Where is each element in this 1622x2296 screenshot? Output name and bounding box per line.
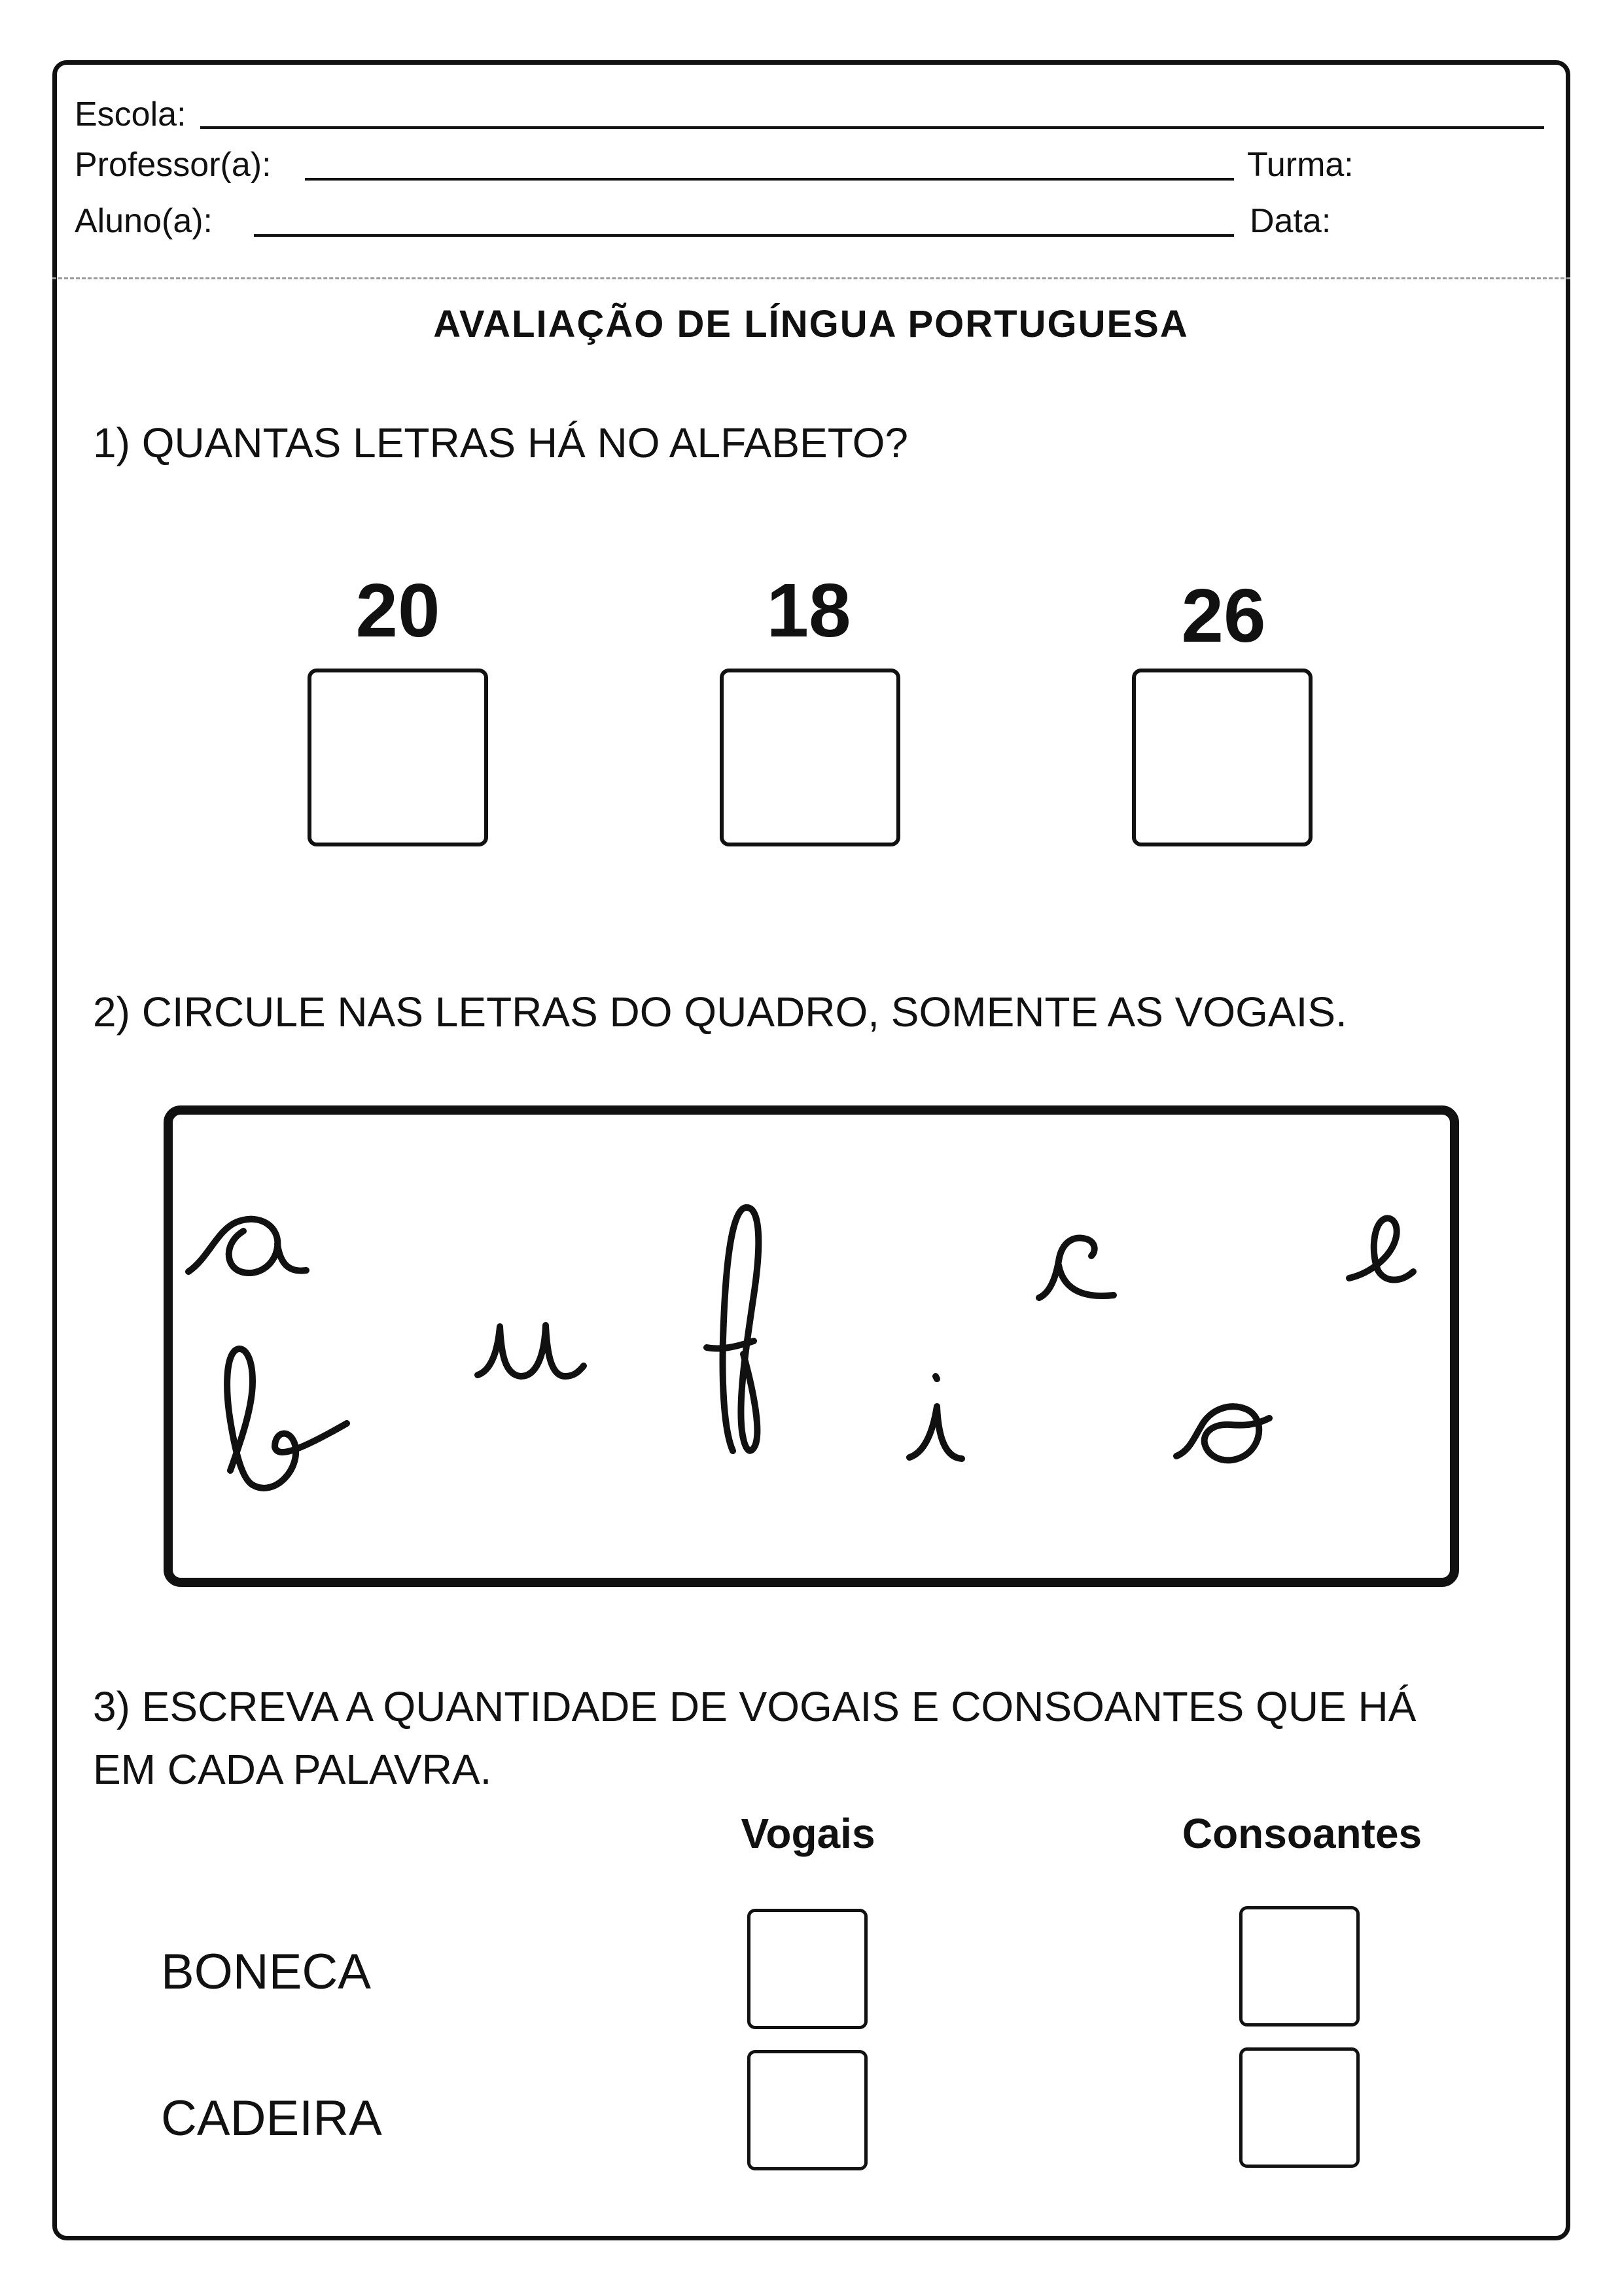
class-label: Turma: [1247, 146, 1354, 184]
cursive-letter-i-dot [936, 1376, 937, 1379]
cursive-letter-a[interactable] [188, 1219, 306, 1273]
question-1-text: 1) QUANTAS LETRAS HÁ NO ALFABETO? [93, 419, 908, 466]
question-2-text: 2) CIRCULE NAS LETRAS DO QUADRO, SOMENTE AS VOGAIS. [93, 988, 1347, 1035]
cursive-letter-i[interactable] [909, 1406, 962, 1459]
word-boneca: BONECA [161, 1944, 371, 2000]
cadeira-vowels-box[interactable] [747, 2050, 868, 2170]
cadeira-consonants-box[interactable] [1239, 2047, 1360, 2168]
question-3-text-line-2: EM CADA PALAVRA. [93, 1746, 492, 1793]
cursive-letter-u[interactable] [478, 1325, 584, 1376]
word-cadeira: CADEIRA [161, 2091, 382, 2146]
option-18-label: 18 [766, 568, 851, 653]
cursive-letter-b[interactable] [227, 1349, 347, 1488]
option-26-label: 26 [1181, 573, 1266, 658]
option-20-label: 20 [355, 568, 440, 653]
cursive-letter-f[interactable] [707, 1208, 758, 1451]
cursive-letter-e[interactable] [1349, 1218, 1413, 1279]
teacher-label: Professor(a): [75, 146, 272, 184]
page-title: AVALIAÇÃO DE LÍNGUA PORTUGUESA [433, 303, 1189, 345]
consonants-column-header: Consoantes [1182, 1810, 1422, 1857]
date-label: Data: [1250, 202, 1331, 240]
boneca-vowels-box[interactable] [747, 1909, 868, 2029]
cursive-letter-c[interactable] [1039, 1238, 1114, 1298]
school-label: Escola: [75, 96, 186, 133]
question-3-text-line-1: 3) ESCREVA A QUANTIDADE DE VOGAIS E CONSOANTES QUE HÁ [93, 1683, 1417, 1730]
boneca-consonants-box[interactable] [1239, 1906, 1360, 2026]
student-label: Aluno(a): [75, 202, 213, 240]
vowels-column-header: Vogais [741, 1810, 875, 1857]
cursive-letter-o[interactable] [1176, 1406, 1269, 1460]
